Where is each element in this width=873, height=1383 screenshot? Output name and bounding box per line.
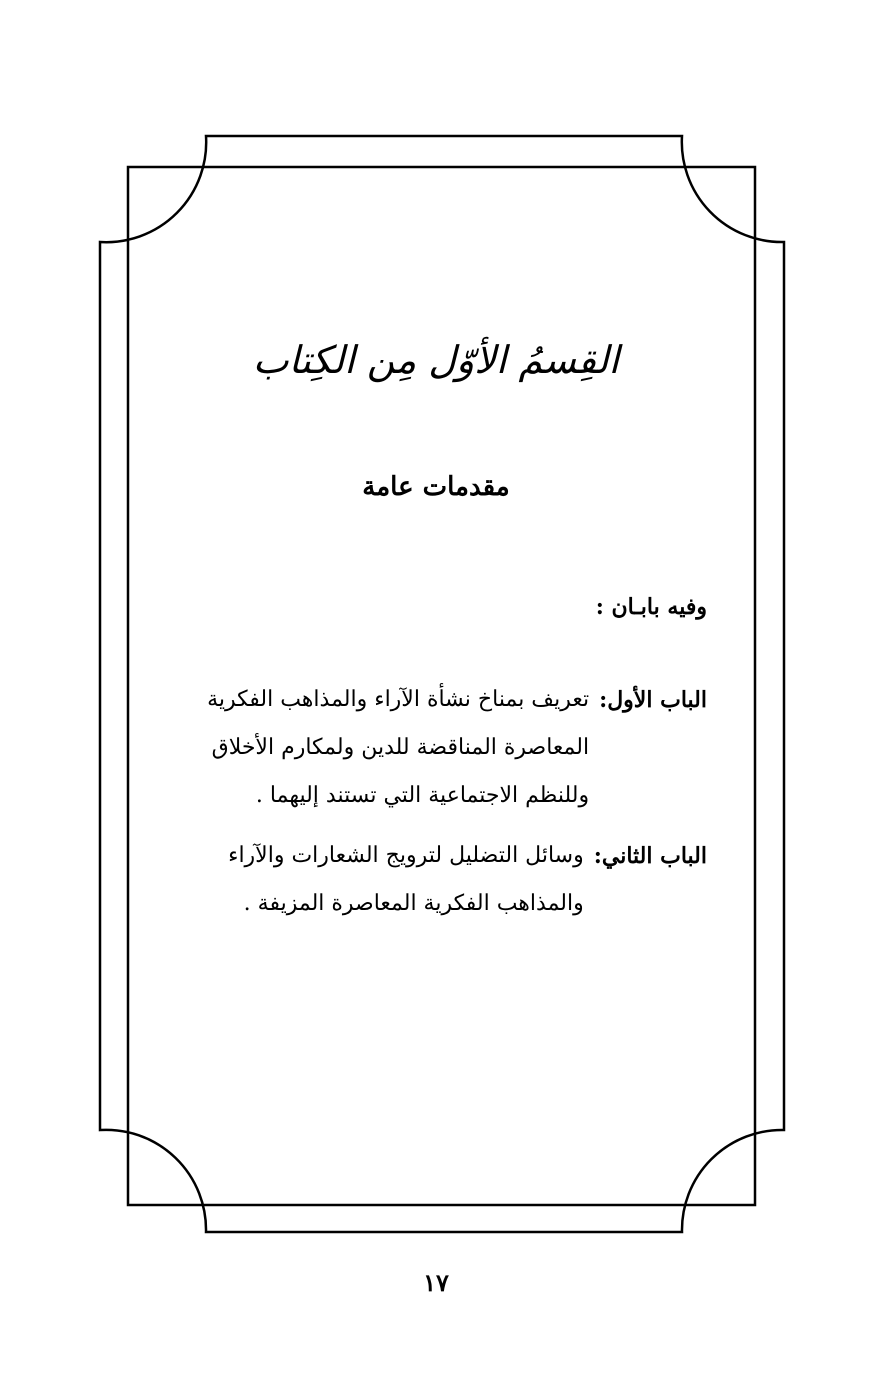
chapter-description xyxy=(228,832,584,928)
chapter-description xyxy=(207,676,589,820)
chapter-line: وللنظم الاجتماعية التي تستند إليهما . xyxy=(255,783,590,808)
chapter-label: الباب الثاني: xyxy=(593,843,707,869)
chapter-entry xyxy=(207,676,707,820)
chapter-line: وسائل التضليل لترويج الشعارات والآراء xyxy=(228,843,584,868)
section-title: مقدمات عامة xyxy=(362,472,510,502)
intro-text: وفيه بابـان : xyxy=(595,594,707,620)
chapter-label: الباب الأول: xyxy=(599,687,707,713)
chapter-entry xyxy=(228,832,707,928)
chapter-line: والمذاهب الفكرية المعاصرة المزيفة . xyxy=(243,891,584,916)
part-title: القِسمُ الأوّل مِن الكِتاب xyxy=(252,338,620,382)
chapter-line: المعاصرة المناقضة للدين ولمكارم الأخلاق xyxy=(211,735,590,760)
page-number: ١٧ xyxy=(423,1268,449,1297)
chapter-line: تعريف بمناخ نشأة الآراء والمذاهب الفكرية xyxy=(207,687,590,712)
